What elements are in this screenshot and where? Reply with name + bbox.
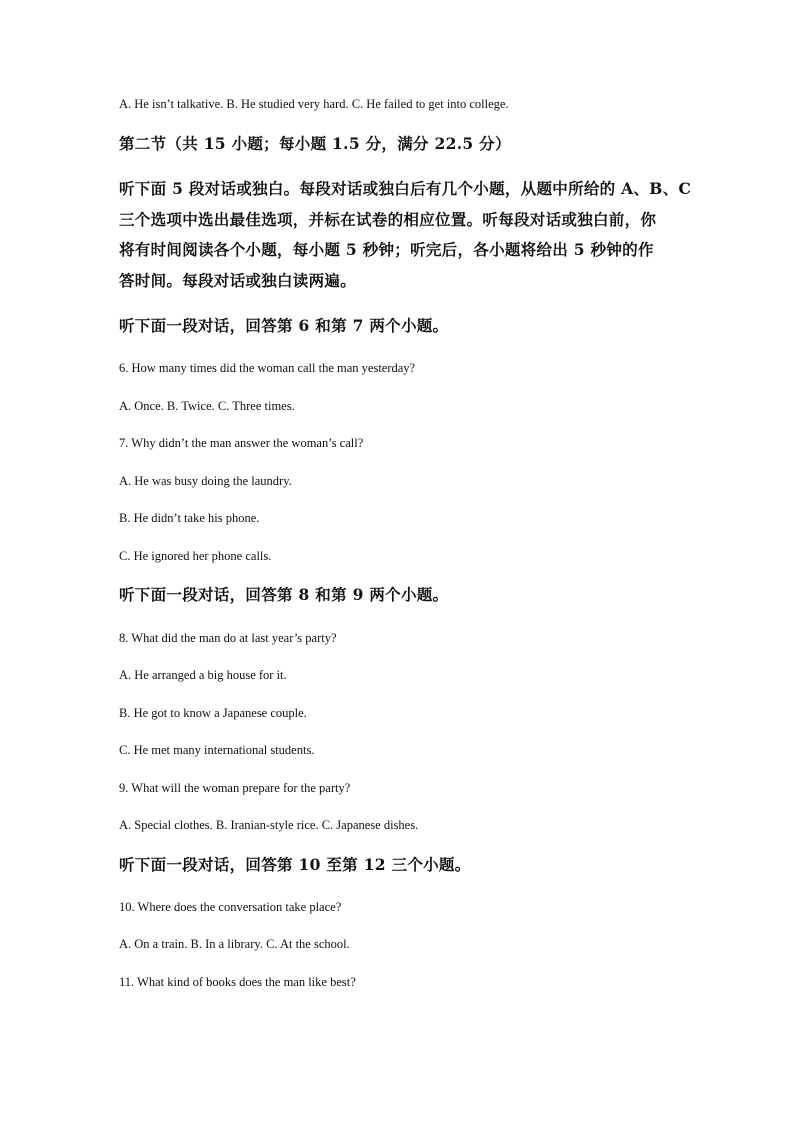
question-10-options: A. On a train. B. In a library. C. At the school. — [119, 937, 350, 951]
question-7-option-a: A. He was busy doing the laundry. — [119, 474, 292, 488]
question-6-options: A. Once. B. Twice. C. Three times. — [119, 399, 295, 413]
question-11: 11. What kind of books does the man like best? — [119, 975, 356, 989]
question-8-option-c: C. He met many international students. — [119, 743, 315, 757]
question-7-option-b: B. He didn’t take his phone. — [119, 511, 260, 525]
group-header-6-7: 听下面一段对话，回答第 6 和第 7 两个小题。 — [119, 316, 449, 335]
question-7-option-c: C. He ignored her phone calls. — [119, 549, 272, 563]
question-7: 7. Why didn’t the man answer the woman’s call? — [119, 436, 364, 450]
question-8-option-a: A. He arranged a big house for it. — [119, 668, 287, 682]
instructions-line: 将有时间阅读各个小题，每小题 5 秒钟；听完后，各小题将给出 5 秒钟的作 — [119, 240, 654, 259]
question-8-option-b: B. He got to know a Japanese couple. — [119, 706, 307, 720]
group-header-8-9: 听下面一段对话，回答第 8 和第 9 两个小题。 — [119, 585, 449, 604]
section-title: 第二节（共 15 小题；每小题 1.5 分，满分 22.5 分） — [119, 134, 511, 153]
question-10: 10. Where does the conversation take place? — [119, 900, 342, 914]
question-8: 8. What did the man do at last year’s party? — [119, 631, 337, 645]
instructions-line: 三个选项中选出最佳选项，并标在试卷的相应位置。听每段对话或独白前，你 — [119, 209, 657, 229]
q5-options: A. He isn’t talkative. B. He studied very hard. C. He failed to get into college. — [119, 97, 509, 111]
instructions-paragraph — [119, 174, 709, 296]
question-6: 6. How many times did the woman call the man yesterday? — [119, 361, 416, 375]
question-9: 9. What will the woman prepare for the party? — [119, 781, 351, 795]
question-9-options: A. Special clothes. B. Iranian-style rice. C. Japanese dishes. — [119, 818, 419, 832]
instructions-line: 听下面 5 段对话或独白。每段对话或独白后有几个小题，从题中所给的 A、B、C — [119, 179, 692, 198]
group-header-10-12: 听下面一段对话，回答第 10 至第 12 三个小题。 — [119, 855, 471, 874]
instructions-line: 答时间。每段对话或独白读两遍。 — [119, 270, 357, 290]
